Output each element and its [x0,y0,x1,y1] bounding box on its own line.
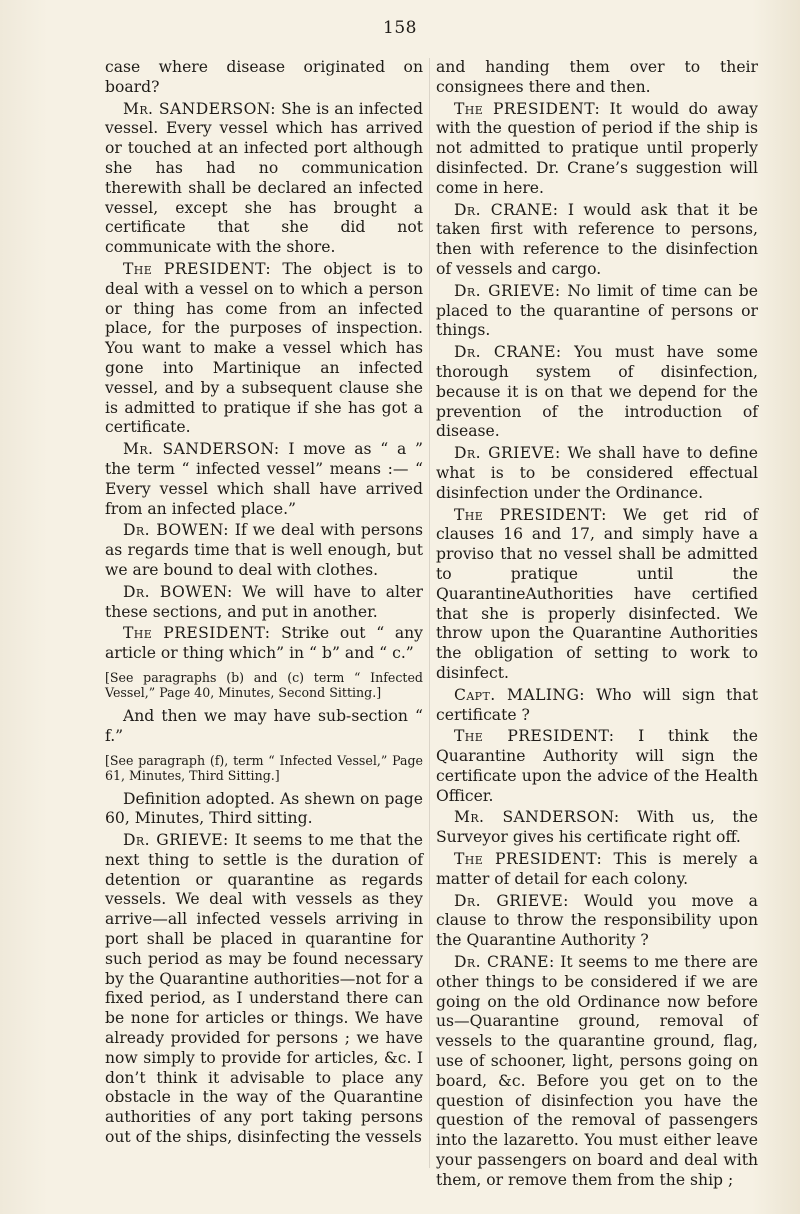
paragraph-text: case where disease originated on board? [105,58,423,96]
paragraph-text: The object is to deal with a vessel on to which a person or thing has come from an infected place, for the purposes of inspection. You want to make a vessel which has gone into Martinique an infected vessel, and by a subsequent clause she is admitted to pratique if she has got a certificate. [105,259,423,437]
paragraph-text: We shall have to define what is to be considered effectual disinfection under the Ordinance. [436,444,759,502]
paragraph-text: It seems to me there are other things to be considered if we are going on the old Ordinance now before us—Quarantine ground, removal of vessels to the quarantine ground, flag, use of schooner, light, persons going on board, &c. Before you get on to the question of disinfection you have the question of the removal of passengers into the lazaretto. You must either leave your passengers on board and deal with them, or remove them from the ship ; [436,953,758,1189]
paragraph-text: It seems to me that the next thing to settle is the duration of detention or quarantine as regards vessels. We deal with vessels as they arrive—all infected vessels arriving in port shall be placed in quarantine for such period as may be found necessary by the Quarantine authorities—not for a fixed period, as I understand there can be none for articles or things. We have already provided for persons ; we have now simply to provide for articles, &c. I don’t think it advisable to place any obstacle in the way of the Quarantine authorities of any port taking persons out of the ships, disinfecting the vessels [105,831,423,1147]
paragraph [105,831,423,1148]
paragraph-text: This is merely a matter of detail for each colony. [436,850,758,888]
editorial-note: [See paragraph (f), term “ Infected Vessel,” Page 61, Minutes, Third Sitting.] [105,752,423,783]
paragraph [105,521,423,580]
paragraph [105,58,423,98]
speaker-name: Dr. GRIEVE: [454,281,561,300]
paragraph-text: No limit of time can be placed to the quarantine of persons or things. [436,281,758,340]
speaker-name: Dr. CRANE: [454,953,555,972]
paragraph [436,444,758,503]
paragraph [105,440,423,519]
paragraph-text: She is an infected vessel. Every vessel which has arrived or touched at an infected port although she has had no communication therewith shall be declared an infected vessel, except she has brought a certificate that she did not communicate with the shore. [105,99,423,257]
paragraph-text: It would do away with the question of period if the ship is not admitted to pratique until properly disinfected. Dr. Crane’s suggestion will come in here. [436,99,758,197]
paragraph [105,624,423,664]
paragraph [105,790,423,830]
paragraph-text: Who will sign that certificate ? [436,685,758,724]
editorial-note: [See paragraphs (b) and (c) term “ Infected Vessel,” Page 40, Minutes, Second Sitting.] [105,669,423,701]
column-divider [429,58,430,1168]
paragraph [436,808,758,848]
speaker-name: Dr. CRANE: [454,343,562,362]
paragraph-text: And then we may have sub-section “ f.” [105,706,423,745]
speaker-name: Dr. GRIEVE: [454,891,569,910]
speaker-name: Dr. CRANE: [454,200,559,219]
speaker-name: Mr. SANDERSON: [123,99,276,118]
paragraph-text: If we deal with persons as regards time that is well enough, but we are bound to deal with clothes. [105,521,424,579]
paragraph-text: We will have to alter these sections, and put in another. [105,582,423,621]
paragraph [436,727,758,806]
paragraph-text: We get rid of clauses 16 and 17, and simply have a proviso that no vessel shall be admitted to pratique until the QuarantineAuthorities have certified that she is properly disinfected. We throw upon the Quarantine Authorities the obligation of setting to work to disinfect. [436,505,758,682]
speaker-name: Dr. GRIEVE: [123,831,229,850]
paragraph [436,892,758,951]
paragraph-text: Definition adopted. As shewn on page 60, Minutes, Third sitting. [105,789,423,828]
speaker-name: Dr. BOWEN: [123,521,229,540]
paragraph-text: I would ask that it be taken first with reference to persons, then with reference to the disinfection of vessels and cargo. [436,200,758,278]
paragraph [436,282,758,341]
speaker-name: Mr. SANDERSON: [454,808,620,827]
speaker-name: The PRESIDENT: [454,727,615,746]
speaker-name: Capt. MALING: [454,685,585,704]
paragraph [436,686,758,726]
paragraph [105,260,423,438]
paragraph [436,343,758,442]
paragraph-text: You must have some thorough system of disinfection, because it is on that we depend for the prevention of the introduction of disease. [436,343,758,441]
paragraph [105,100,423,258]
paragraph [436,953,758,1191]
right-column [436,58,758,1193]
paragraph [105,583,423,623]
paragraph-text: and handing them over to their consignees there and then. [436,58,758,96]
speaker-name: Dr. BOWEN: [123,582,233,601]
paragraph [436,850,758,890]
paragraph-text: Strike out “ any article or thing which” in “ b” and “ c.” [105,624,423,663]
paragraph-text: Would you move a clause to throw the responsibility upon the Quarantine Authority ? [436,891,758,950]
page-number: 158 [383,18,417,38]
paragraph-text: With us, the Surveyor gives his certificate right off. [436,808,758,847]
paragraph-text: I move as “ a ” the term “ infected vessel” means :— “ Every vessel which shall have arrived from an infected place.” [105,440,423,518]
paragraph [436,58,758,98]
paragraph [436,506,758,684]
speaker-name: The PRESIDENT: [123,624,271,643]
left-column [105,58,423,1150]
speaker-name: Dr. GRIEVE: [454,444,561,463]
speaker-name: The PRESIDENT: [123,259,272,278]
paragraph-text: I think the Quarantine Authority will sign the certificate upon the advice of the Health Officer. [436,727,758,805]
speaker-name: The PRESIDENT: [454,850,603,869]
paragraph [436,100,758,199]
speaker-name: The PRESIDENT: [454,99,601,118]
speaker-name: The PRESIDENT: [454,505,607,524]
paragraph [105,707,423,747]
paragraph [436,201,758,280]
speaker-name: Mr. SANDERSON: [123,440,280,459]
